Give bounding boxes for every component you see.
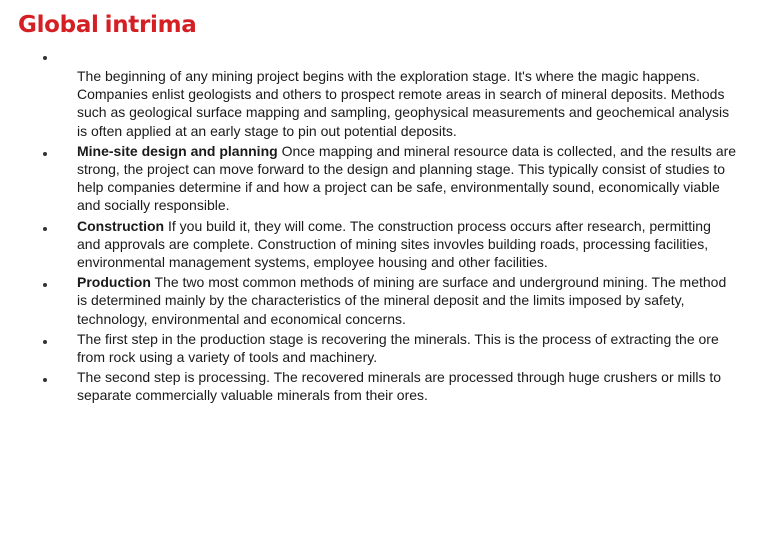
bullet-text: The second step is processing. The recovered minerals are processed through huge crushers or mills to separate commercially valuable minerals from their ores. (77, 369, 722, 404)
bullet-text: Once mapping and mineral resource data is collected, and the results are strong, the project can move forward to the design and planning stage. This typically consist of studies to help companies determine if and how a project can be safe, environmentally sound, economically viable and socially responsible. (77, 142, 737, 214)
bullet-dot (43, 378, 47, 382)
brand-word-intrima: intrima (104, 12, 197, 38)
brand-logo (18, 10, 197, 40)
bullet-item-exploration (0, 52, 780, 140)
bullet-item-processing (0, 368, 780, 404)
brand-word-global: Global (18, 12, 99, 38)
bullet-text: The first step in the production stage is recovering the minerals. This is the process of extracting the ore from rock using a variety of tools and machinery. (77, 330, 719, 366)
bullet-dot (43, 283, 47, 287)
bullet-dot (43, 227, 47, 231)
bullet-dot (43, 340, 47, 344)
bullet-dot (43, 152, 47, 156)
bullet-text: If you build it, they will come. The construction process occurs after research, permitting and approvals are complete. Construction of mining sites invovles building roads, processing facilities, environmental management systems, employee housing and other facilities. (77, 217, 711, 271)
bullet-text: The beginning of any mining project begins with the exploration stage. It's where the magic happens. Companies enlist geologists and others to prospect remote areas in search of mineral deposits. Methods such as geological surface mapping and sampling, geophysical measurements and geochemical analysis is often applied at an early stage to pin out potential deposits. (77, 68, 730, 139)
bullet-lead: Mine-site design and planning (77, 142, 278, 159)
bullet-item-production (0, 273, 780, 328)
bullet-item-design-planning (0, 142, 780, 215)
bullet-lead: Production (77, 274, 151, 291)
bullet-item-recovery (0, 330, 780, 366)
bullet-list (0, 52, 780, 405)
bullet-dot (43, 56, 47, 60)
bullet-text: The two most common methods of mining are surface and underground mining. The method is determined mainly by the characteristics of the mineral deposit and the limits imposed by safety, technology, environmental and economical concerns. (77, 274, 727, 327)
bullet-lead: Construction (77, 217, 165, 234)
bullet-item-construction (0, 217, 780, 272)
